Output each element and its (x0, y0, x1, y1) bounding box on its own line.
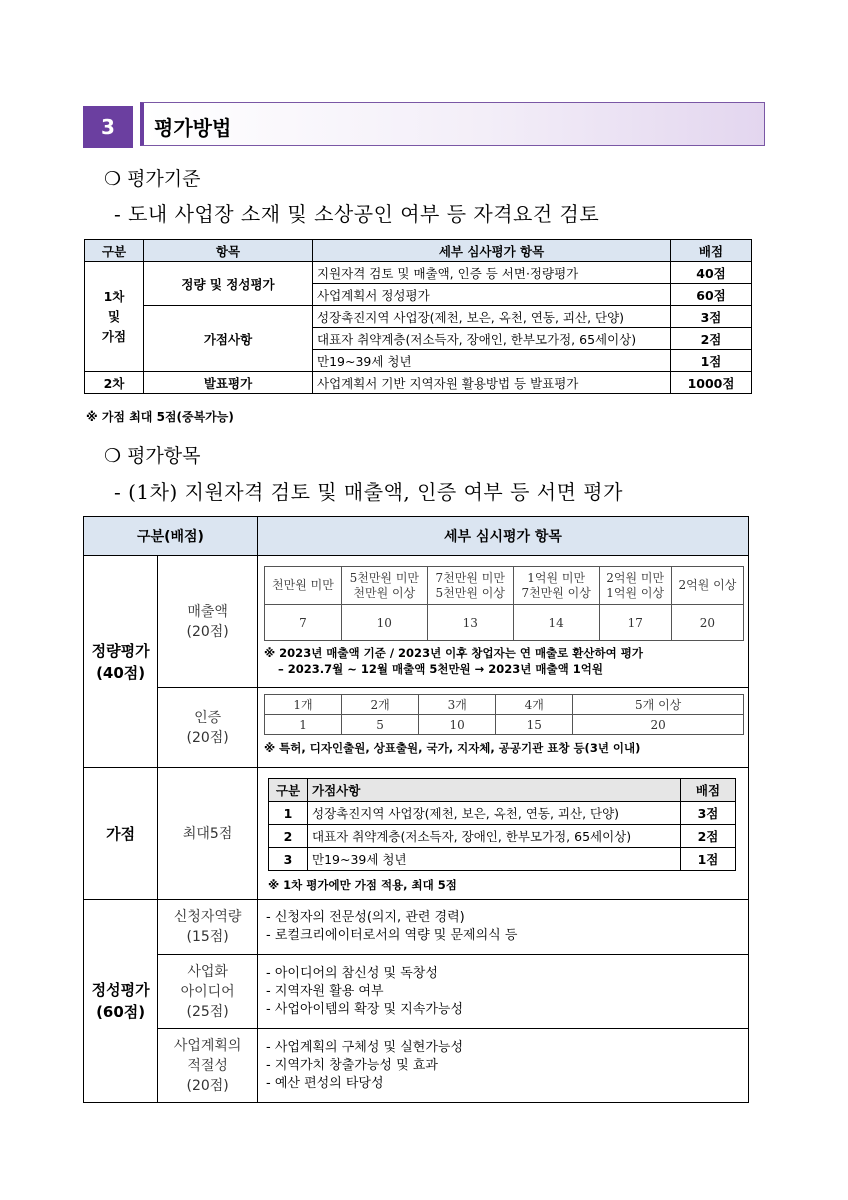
qual-item: - 아이디어의 참신성 및 독창성 (266, 965, 438, 981)
cert-cell (258, 688, 749, 768)
qual-item: - 지역가치 창출가능성 및 효과 (266, 1057, 438, 1073)
sales-score: 7 (265, 605, 342, 641)
qual-item: - 신청자의 전문성(의지, 관련 경력) (266, 910, 465, 925)
cert-score: 15 (496, 715, 573, 735)
sales-range: 1억원 미만 7천만원 이상 (513, 567, 599, 605)
bonus-col-header: 구분 (269, 779, 308, 802)
qual-sub: 사업화 아이디어 (25점) (158, 955, 258, 1029)
qual-items (258, 1029, 749, 1103)
sales-score: 17 (599, 605, 671, 641)
bonus-sub: 최대5점 (158, 768, 258, 900)
detail-cell: 대표자 취약계층(저소득자, 장애인, 한부모가정, 65세이상) (313, 328, 671, 350)
score-cell: 3점 (671, 306, 752, 328)
cert-note: ※ 특허, 디자인출원, 상표출원, 국가, 지자체, 공공기관 표창 등(3년 이내) (264, 741, 641, 755)
sales-cell (258, 556, 749, 688)
stage2-item: 발표평가 (144, 372, 313, 394)
bonus-no: 3 (269, 848, 308, 871)
sales-range: 2억원 이상 (671, 567, 743, 605)
score-cell: 2점 (671, 328, 752, 350)
col-header: 세부 심시평가 항목 (258, 517, 749, 556)
score-cell: 40점 (671, 262, 752, 284)
detail-cell: 지원자격 검토 및 매출액, 인증 등 서면·정량평가 (313, 262, 671, 284)
sales-score: 20 (671, 605, 743, 641)
col-header: 배점 (671, 240, 752, 262)
criteria-description: - 도내 사업장 소재 및 소상공인 여부 등 자격요건 검토 (114, 202, 600, 226)
cert-score: 5 (342, 715, 419, 735)
cert-count: 5개 이상 (573, 695, 744, 715)
bonus-score: 3점 (681, 802, 736, 825)
section-header-bar (140, 102, 765, 146)
qual-items (258, 955, 749, 1029)
sales-score: 14 (513, 605, 599, 641)
quant-label: 정량평가 (40점) (84, 556, 158, 768)
bonus-col-header: 가점사항 (308, 779, 681, 802)
qual-item: - 로컬크리에이터로서의 역량 및 문제의식 등 (266, 928, 518, 943)
detail-cell: 사업계획서 정성평가 (313, 284, 671, 306)
col-header: 구분(배점) (84, 517, 258, 556)
bonus-col-header: 배점 (681, 779, 736, 802)
qual-sub: 신청자역량 (15점) (158, 900, 258, 955)
cert-score: 20 (573, 715, 744, 735)
group-quant: 정량 및 정성평가 (144, 262, 313, 306)
cert-score: 1 (265, 715, 342, 735)
sales-label: 매출액 (20점) (158, 556, 258, 688)
cert-score-table (264, 694, 744, 735)
qual-sub: 사업계획의 적절성 (20점) (158, 1029, 258, 1103)
bonus-item: 성장촉진지역 사업장(제천, 보은, 옥천, 연동, 괴산, 단양) (308, 802, 681, 825)
cert-label: 인증 (20점) (158, 688, 258, 768)
stage1-label: 1차 및 가점 (85, 262, 144, 372)
cert-score: 10 (419, 715, 496, 735)
sales-range: 천만원 미만 (265, 567, 342, 605)
qual-item: - 사업아이템의 확장 및 지속가능성 (266, 1001, 464, 1017)
score-cell: 60점 (671, 284, 752, 306)
section-number-badge: 3 (83, 106, 133, 148)
cert-count: 1개 (265, 695, 342, 715)
bonus-cell (258, 768, 749, 900)
bonus-item: 만19~39세 청년 (308, 848, 681, 871)
cert-count: 3개 (419, 695, 496, 715)
evaluation-items-table (83, 516, 749, 1103)
qual-items (258, 900, 749, 955)
bonus-no: 1 (269, 802, 308, 825)
bonus-label: 가점 (84, 768, 158, 900)
qual-item: - 예산 편성의 타당성 (266, 1075, 384, 1091)
sales-range: 2억원 미만 1억원 이상 (599, 567, 671, 605)
stage2-label: 2차 (85, 372, 144, 394)
sales-note: ※ 2023년 매출액 기준 / 2023년 이후 창업자는 연 매출로 환산하여 평가 (264, 646, 643, 660)
bonus-table (268, 778, 736, 871)
qual-item: - 지역자원 활용 여부 (266, 983, 384, 999)
group-bonus: 가점사항 (144, 306, 313, 372)
sales-score: 13 (427, 605, 513, 641)
cert-count: 4개 (496, 695, 573, 715)
qual-label: 정성평가 (60점) (84, 900, 158, 1103)
col-header: 항목 (144, 240, 313, 262)
bonus-note: ※ 가점 최대 5점(중복가능) (86, 410, 234, 424)
bonus-note: ※ 1차 평가에만 가점 적용, 최대 5점 (268, 878, 457, 892)
section-title: 평가방법 (154, 116, 232, 140)
score-cell: 1000점 (671, 372, 752, 394)
criteria-table (84, 239, 752, 394)
detail-cell: 만19~39세 청년 (313, 350, 671, 372)
sales-range: 7천만원 미만 5천만원 이상 (427, 567, 513, 605)
qual-item: - 사업계획의 구체성 및 실현가능성 (266, 1039, 464, 1055)
sales-range: 5천만원 미만 천만원 이상 (341, 567, 427, 605)
cert-count: 2개 (342, 695, 419, 715)
detail-cell: 성장촉진지역 사업장(제천, 보은, 옥천, 연동, 괴산, 단양) (313, 306, 671, 328)
score-cell: 1점 (671, 350, 752, 372)
items-description: - (1차) 지원자격 검토 및 매출액, 인증 여부 등 서면 평가 (114, 480, 623, 504)
sales-score-table (264, 566, 744, 641)
items-heading: ❍ 평가항목 (104, 445, 201, 467)
col-header: 구분 (85, 240, 144, 262)
col-header: 세부 심사평가 항목 (313, 240, 671, 262)
sales-note-example: – 2023.7월 ~ 12월 매출액 5천만원 → 2023년 매출액 1억원 (278, 662, 603, 676)
bonus-score: 2점 (681, 825, 736, 848)
detail-cell: 사업계획서 기반 지역자원 활용방법 등 발표평가 (313, 372, 671, 394)
bonus-item: 대표자 취약계층(저소득자, 장애인, 한부모가정, 65세이상) (308, 825, 681, 848)
bonus-no: 2 (269, 825, 308, 848)
sales-score: 10 (341, 605, 427, 641)
criteria-heading: ❍ 평가기준 (104, 168, 201, 190)
bonus-score: 1점 (681, 848, 736, 871)
